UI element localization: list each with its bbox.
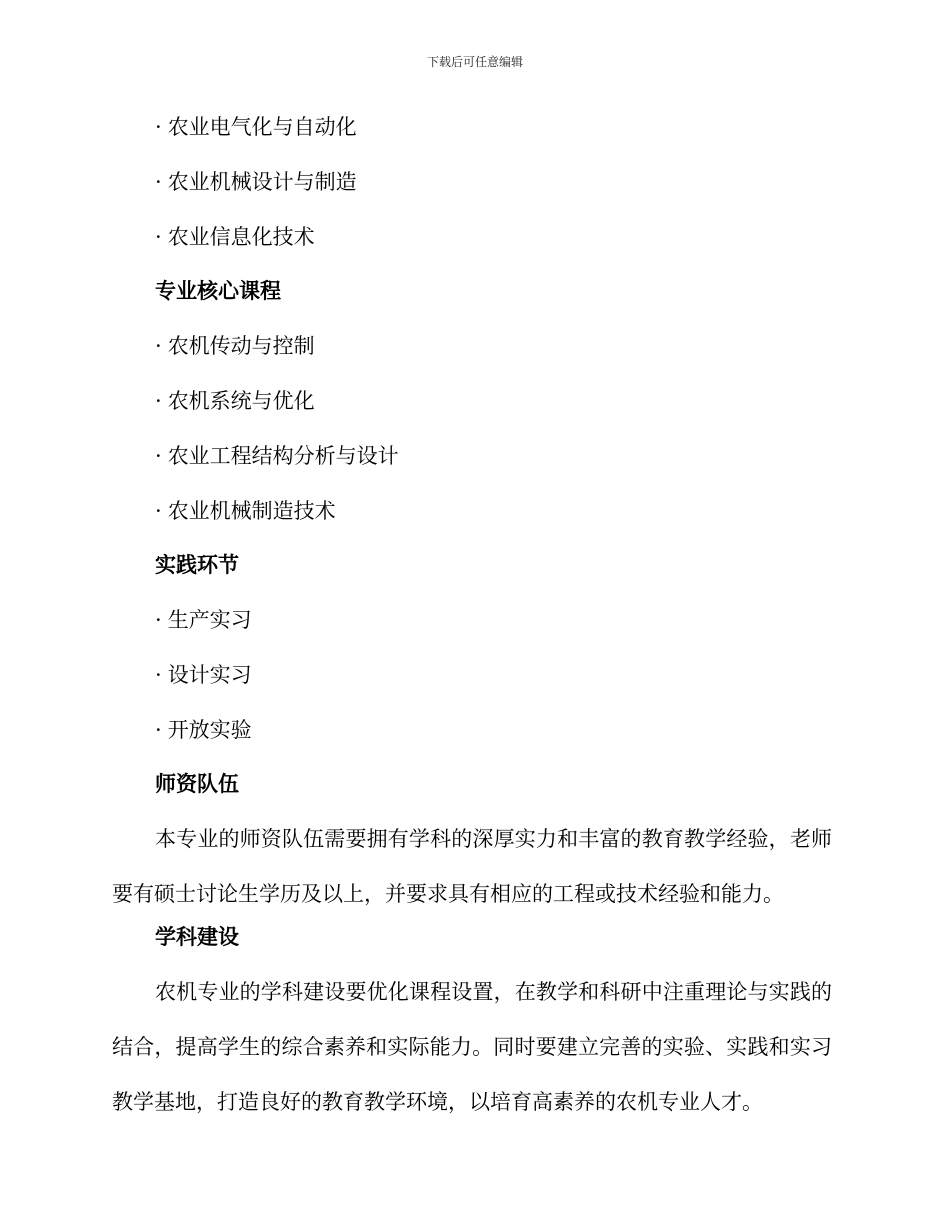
discipline-paragraph: 农机专业的学科建设要优化课程设置，在教学和科研中注重理论与实践的结合，提高学生的综合素养和实际能力。同时要建立完善的实验、实践和实习教学基地，打造良好的教育教学环境，以培育高素养的农机专业人才。 <box>112 980 832 1114</box>
list-item-text: 生产实习 <box>167 608 252 632</box>
bullet: · <box>155 444 162 468</box>
list-item <box>155 222 315 252</box>
list-item <box>155 386 315 416</box>
list-item <box>155 331 315 361</box>
list-item <box>155 715 252 745</box>
faculty-paragraph: 本专业的师资队伍需要拥有学科的深厚实力和丰富的教育教学经验，老师要有硕士讨论生学历及以上，并要求具有相应的工程或技术经验和能力。 <box>112 827 832 906</box>
bullet: · <box>155 225 162 249</box>
list-item-text: 农业工程结构分析与设计 <box>167 444 399 468</box>
bullet: · <box>155 389 162 413</box>
section-heading-discipline: 学科建设 <box>155 924 239 949</box>
list-item-text: 农业机械设计与制造 <box>167 170 357 194</box>
bullet: · <box>155 334 162 358</box>
list-item <box>155 441 399 471</box>
list-item-text: 农业信息化技术 <box>167 225 315 249</box>
list-item <box>155 496 336 526</box>
list-item <box>155 167 357 197</box>
bullet: · <box>155 663 162 687</box>
list-item <box>155 660 252 690</box>
bullet: · <box>155 115 162 139</box>
list-item-text: 农机传动与控制 <box>167 334 315 358</box>
list-item-text: 农机系统与优化 <box>167 389 315 413</box>
section-heading-core-courses: 专业核心课程 <box>155 278 281 303</box>
list-item-text: 农业电气化与自动化 <box>167 115 357 139</box>
list-item <box>155 112 357 142</box>
list-item <box>155 605 252 635</box>
list-item-text: 农业机械制造技术 <box>167 499 336 523</box>
bullet: · <box>155 499 162 523</box>
bullet: · <box>155 170 162 194</box>
list-item-text: 开放实验 <box>167 718 252 742</box>
bullet: · <box>155 608 162 632</box>
bullet: · <box>155 718 162 742</box>
section-heading-faculty: 师资队伍 <box>155 771 239 796</box>
list-item-text: 设计实习 <box>167 663 252 687</box>
page-header-note: 下载后可任意编辑 <box>426 55 523 69</box>
section-heading-practice: 实践环节 <box>155 552 239 577</box>
